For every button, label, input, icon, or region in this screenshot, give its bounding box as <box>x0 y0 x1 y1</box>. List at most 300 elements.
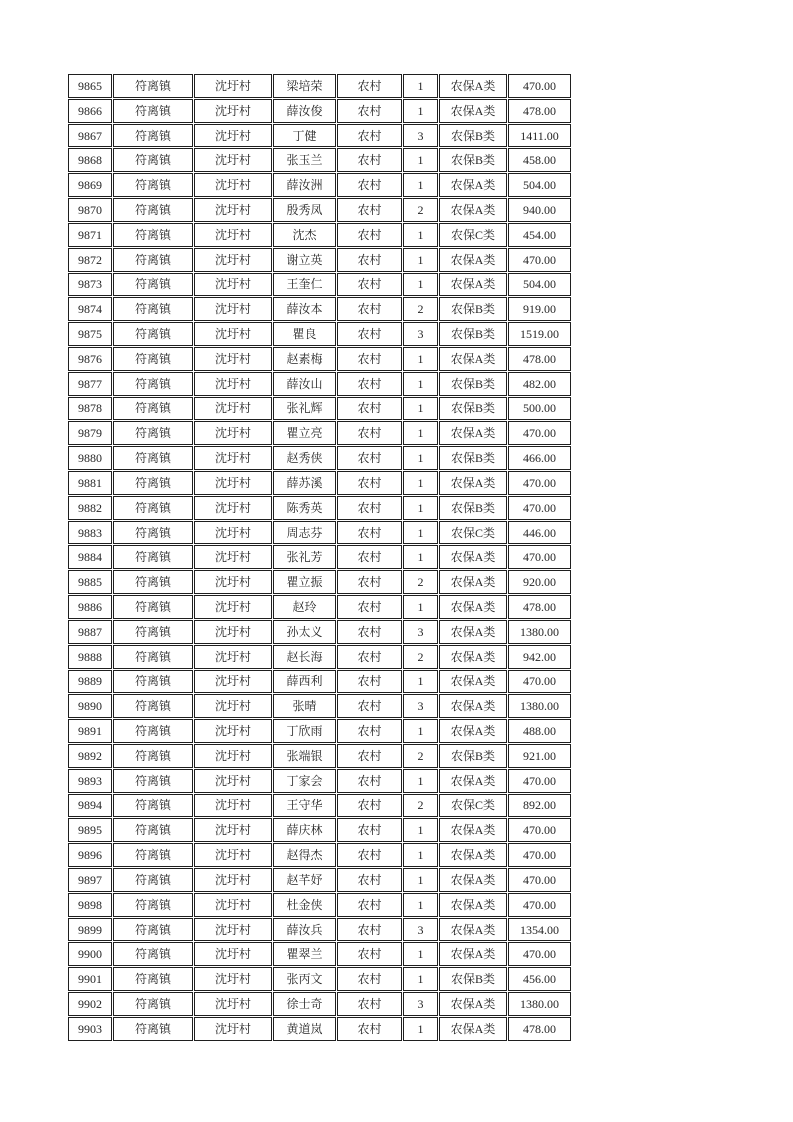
cell-person-count: 1 <box>403 670 438 694</box>
cell-category: 农村 <box>337 545 402 569</box>
cell-record-id: 9880 <box>68 446 112 470</box>
cell-category: 农村 <box>337 421 402 445</box>
cell-category: 农村 <box>337 173 402 197</box>
cell-town: 符离镇 <box>113 173 193 197</box>
cell-person-count: 1 <box>403 719 438 743</box>
cell-person-name: 丁欣雨 <box>273 719 336 743</box>
cell-person-count: 1 <box>403 421 438 445</box>
cell-village: 沈圩村 <box>194 992 272 1016</box>
cell-person-name: 张礼芳 <box>273 545 336 569</box>
cell-record-id: 9903 <box>68 1017 112 1041</box>
cell-insurance-type: 农保A类 <box>439 694 507 718</box>
cell-person-count: 1 <box>403 471 438 495</box>
cell-category: 农村 <box>337 868 402 892</box>
cell-record-id: 9897 <box>68 868 112 892</box>
cell-town: 符离镇 <box>113 570 193 594</box>
cell-person-name: 孙太义 <box>273 620 336 644</box>
cell-amount: 919.00 <box>508 297 571 321</box>
cell-town: 符离镇 <box>113 99 193 123</box>
cell-category: 农村 <box>337 322 402 346</box>
cell-person-name: 瞿翠兰 <box>273 942 336 966</box>
cell-town: 符离镇 <box>113 818 193 842</box>
cell-category: 农村 <box>337 99 402 123</box>
cell-record-id: 9871 <box>68 223 112 247</box>
cell-town: 符离镇 <box>113 769 193 793</box>
cell-amount: 466.00 <box>508 446 571 470</box>
cell-town: 符离镇 <box>113 446 193 470</box>
cell-person-count: 2 <box>403 794 438 818</box>
cell-insurance-type: 农保A类 <box>439 893 507 917</box>
cell-person-count: 3 <box>403 322 438 346</box>
table-row <box>68 843 571 867</box>
cell-record-id: 9902 <box>68 992 112 1016</box>
cell-insurance-type: 农保A类 <box>439 347 507 371</box>
cell-person-name: 薛汝洲 <box>273 173 336 197</box>
cell-category: 农村 <box>337 893 402 917</box>
table-row <box>68 148 571 172</box>
cell-person-name: 瞿立亮 <box>273 421 336 445</box>
table-row <box>68 670 571 694</box>
cell-person-count: 1 <box>403 99 438 123</box>
cell-town: 符离镇 <box>113 148 193 172</box>
cell-record-id: 9870 <box>68 198 112 222</box>
cell-insurance-type: 农保A类 <box>439 471 507 495</box>
table-row <box>68 545 571 569</box>
cell-insurance-type: 农保B类 <box>439 322 507 346</box>
cell-category: 农村 <box>337 694 402 718</box>
cell-person-name: 薛苏溪 <box>273 471 336 495</box>
cell-insurance-type: 农保A类 <box>439 421 507 445</box>
cell-person-count: 1 <box>403 893 438 917</box>
cell-person-name: 徐士奇 <box>273 992 336 1016</box>
cell-village: 沈圩村 <box>194 322 272 346</box>
cell-category: 农村 <box>337 471 402 495</box>
cell-town: 符离镇 <box>113 694 193 718</box>
cell-record-id: 9878 <box>68 397 112 421</box>
cell-insurance-type: 农保A类 <box>439 719 507 743</box>
cell-village: 沈圩村 <box>194 347 272 371</box>
table-row <box>68 818 571 842</box>
cell-village: 沈圩村 <box>194 496 272 520</box>
cell-record-id: 9865 <box>68 74 112 98</box>
cell-record-id: 9882 <box>68 496 112 520</box>
cell-insurance-type: 农保A类 <box>439 843 507 867</box>
cell-person-name: 赵长海 <box>273 645 336 669</box>
cell-village: 沈圩村 <box>194 397 272 421</box>
cell-town: 符离镇 <box>113 868 193 892</box>
cell-person-count: 1 <box>403 521 438 545</box>
cell-village: 沈圩村 <box>194 99 272 123</box>
cell-town: 符离镇 <box>113 248 193 272</box>
cell-town: 符离镇 <box>113 942 193 966</box>
records-table-body <box>68 74 571 1041</box>
cell-record-id: 9894 <box>68 794 112 818</box>
cell-village: 沈圩村 <box>194 148 272 172</box>
cell-village: 沈圩村 <box>194 74 272 98</box>
cell-category: 农村 <box>337 719 402 743</box>
cell-person-name: 薛西利 <box>273 670 336 694</box>
cell-category: 农村 <box>337 967 402 991</box>
cell-town: 符离镇 <box>113 198 193 222</box>
cell-record-id: 9890 <box>68 694 112 718</box>
table-row <box>68 124 571 148</box>
cell-insurance-type: 农保B类 <box>439 967 507 991</box>
cell-record-id: 9900 <box>68 942 112 966</box>
table-row <box>68 273 571 297</box>
cell-village: 沈圩村 <box>194 273 272 297</box>
cell-town: 符离镇 <box>113 992 193 1016</box>
table-row <box>68 521 571 545</box>
cell-amount: 470.00 <box>508 893 571 917</box>
cell-town: 符离镇 <box>113 967 193 991</box>
cell-insurance-type: 农保B类 <box>439 124 507 148</box>
cell-amount: 446.00 <box>508 521 571 545</box>
cell-person-count: 3 <box>403 694 438 718</box>
cell-insurance-type: 农保A类 <box>439 570 507 594</box>
cell-category: 农村 <box>337 496 402 520</box>
cell-town: 符离镇 <box>113 297 193 321</box>
cell-amount: 470.00 <box>508 248 571 272</box>
cell-village: 沈圩村 <box>194 769 272 793</box>
cell-category: 农村 <box>337 942 402 966</box>
cell-person-name: 杜金侠 <box>273 893 336 917</box>
cell-village: 沈圩村 <box>194 471 272 495</box>
cell-person-count: 1 <box>403 148 438 172</box>
cell-person-name: 丁家会 <box>273 769 336 793</box>
cell-person-name: 梁培荣 <box>273 74 336 98</box>
cell-amount: 478.00 <box>508 347 571 371</box>
cell-person-name: 张晴 <box>273 694 336 718</box>
cell-insurance-type: 农保A类 <box>439 99 507 123</box>
cell-village: 沈圩村 <box>194 918 272 942</box>
cell-insurance-type: 农保A类 <box>439 942 507 966</box>
cell-insurance-type: 农保A类 <box>439 670 507 694</box>
cell-village: 沈圩村 <box>194 942 272 966</box>
cell-person-name: 赵玲 <box>273 595 336 619</box>
cell-record-id: 9866 <box>68 99 112 123</box>
cell-category: 农村 <box>337 273 402 297</box>
cell-insurance-type: 农保B类 <box>439 372 507 396</box>
cell-village: 沈圩村 <box>194 694 272 718</box>
cell-person-name: 薛庆林 <box>273 818 336 842</box>
table-row <box>68 496 571 520</box>
table-row <box>68 967 571 991</box>
cell-person-name: 张玉兰 <box>273 148 336 172</box>
table-row <box>68 297 571 321</box>
cell-amount: 478.00 <box>508 595 571 619</box>
cell-amount: 1519.00 <box>508 322 571 346</box>
cell-category: 农村 <box>337 843 402 867</box>
cell-person-count: 1 <box>403 496 438 520</box>
cell-category: 农村 <box>337 148 402 172</box>
cell-amount: 470.00 <box>508 74 571 98</box>
cell-category: 农村 <box>337 918 402 942</box>
cell-amount: 456.00 <box>508 967 571 991</box>
cell-amount: 940.00 <box>508 198 571 222</box>
cell-insurance-type: 农保A类 <box>439 645 507 669</box>
table-row <box>68 74 571 98</box>
cell-record-id: 9893 <box>68 769 112 793</box>
cell-person-name: 薛汝本 <box>273 297 336 321</box>
cell-town: 符离镇 <box>113 719 193 743</box>
cell-record-id: 9877 <box>68 372 112 396</box>
cell-amount: 1380.00 <box>508 694 571 718</box>
cell-amount: 488.00 <box>508 719 571 743</box>
cell-town: 符离镇 <box>113 794 193 818</box>
table-row <box>68 992 571 1016</box>
cell-amount: 470.00 <box>508 843 571 867</box>
cell-record-id: 9874 <box>68 297 112 321</box>
cell-person-count: 1 <box>403 446 438 470</box>
cell-record-id: 9888 <box>68 645 112 669</box>
cell-insurance-type: 农保B类 <box>439 496 507 520</box>
cell-village: 沈圩村 <box>194 868 272 892</box>
cell-town: 符离镇 <box>113 421 193 445</box>
cell-town: 符离镇 <box>113 124 193 148</box>
cell-village: 沈圩村 <box>194 124 272 148</box>
cell-insurance-type: 农保C类 <box>439 794 507 818</box>
cell-village: 沈圩村 <box>194 446 272 470</box>
table-row <box>68 620 571 644</box>
table-row <box>68 421 571 445</box>
cell-village: 沈圩村 <box>194 372 272 396</box>
cell-record-id: 9891 <box>68 719 112 743</box>
cell-amount: 470.00 <box>508 545 571 569</box>
cell-category: 农村 <box>337 670 402 694</box>
cell-village: 沈圩村 <box>194 248 272 272</box>
cell-category: 农村 <box>337 372 402 396</box>
cell-amount: 1380.00 <box>508 620 571 644</box>
cell-town: 符离镇 <box>113 397 193 421</box>
cell-person-name: 赵芊妤 <box>273 868 336 892</box>
cell-person-count: 1 <box>403 1017 438 1041</box>
cell-person-name: 薛汝俊 <box>273 99 336 123</box>
cell-person-name: 丁健 <box>273 124 336 148</box>
table-row <box>68 397 571 421</box>
cell-category: 农村 <box>337 744 402 768</box>
cell-person-name: 赵素梅 <box>273 347 336 371</box>
cell-person-count: 2 <box>403 645 438 669</box>
table-row <box>68 471 571 495</box>
cell-town: 符离镇 <box>113 670 193 694</box>
cell-person-name: 王守华 <box>273 794 336 818</box>
cell-amount: 470.00 <box>508 496 571 520</box>
cell-person-name: 黄道岚 <box>273 1017 336 1041</box>
cell-person-name: 殷秀凤 <box>273 198 336 222</box>
cell-category: 农村 <box>337 570 402 594</box>
table-row <box>68 868 571 892</box>
table-row <box>68 570 571 594</box>
cell-record-id: 9869 <box>68 173 112 197</box>
cell-record-id: 9867 <box>68 124 112 148</box>
cell-category: 农村 <box>337 198 402 222</box>
table-row <box>68 942 571 966</box>
cell-category: 农村 <box>337 74 402 98</box>
cell-record-id: 9892 <box>68 744 112 768</box>
cell-person-count: 1 <box>403 173 438 197</box>
cell-person-name: 赵得杰 <box>273 843 336 867</box>
cell-person-name: 薛汝兵 <box>273 918 336 942</box>
cell-category: 农村 <box>337 521 402 545</box>
cell-insurance-type: 农保A类 <box>439 1017 507 1041</box>
cell-insurance-type: 农保C类 <box>439 223 507 247</box>
cell-insurance-type: 农保B类 <box>439 148 507 172</box>
cell-person-count: 3 <box>403 918 438 942</box>
table-row <box>68 446 571 470</box>
cell-record-id: 9881 <box>68 471 112 495</box>
cell-record-id: 9868 <box>68 148 112 172</box>
cell-person-count: 1 <box>403 248 438 272</box>
cell-category: 农村 <box>337 1017 402 1041</box>
cell-village: 沈圩村 <box>194 744 272 768</box>
cell-insurance-type: 农保B类 <box>439 446 507 470</box>
cell-town: 符离镇 <box>113 545 193 569</box>
cell-category: 农村 <box>337 794 402 818</box>
cell-amount: 478.00 <box>508 99 571 123</box>
cell-record-id: 9898 <box>68 893 112 917</box>
cell-category: 农村 <box>337 446 402 470</box>
cell-town: 符离镇 <box>113 471 193 495</box>
cell-person-count: 2 <box>403 297 438 321</box>
cell-amount: 921.00 <box>508 744 571 768</box>
cell-record-id: 9872 <box>68 248 112 272</box>
cell-village: 沈圩村 <box>194 670 272 694</box>
table-row <box>68 645 571 669</box>
cell-amount: 470.00 <box>508 471 571 495</box>
cell-town: 符离镇 <box>113 744 193 768</box>
cell-amount: 1380.00 <box>508 992 571 1016</box>
cell-insurance-type: 农保A类 <box>439 868 507 892</box>
cell-person-name: 瞿立振 <box>273 570 336 594</box>
cell-person-name: 张丙文 <box>273 967 336 991</box>
cell-village: 沈圩村 <box>194 421 272 445</box>
cell-person-name: 张端银 <box>273 744 336 768</box>
table-row <box>68 893 571 917</box>
cell-amount: 470.00 <box>508 421 571 445</box>
cell-record-id: 9896 <box>68 843 112 867</box>
cell-amount: 892.00 <box>508 794 571 818</box>
cell-insurance-type: 农保A类 <box>439 818 507 842</box>
cell-person-count: 1 <box>403 595 438 619</box>
cell-person-count: 1 <box>403 397 438 421</box>
cell-person-count: 2 <box>403 570 438 594</box>
cell-amount: 470.00 <box>508 818 571 842</box>
table-row <box>68 223 571 247</box>
cell-person-count: 1 <box>403 843 438 867</box>
cell-amount: 1354.00 <box>508 918 571 942</box>
cell-village: 沈圩村 <box>194 967 272 991</box>
cell-record-id: 9886 <box>68 595 112 619</box>
cell-person-count: 1 <box>403 942 438 966</box>
table-row <box>68 322 571 346</box>
cell-village: 沈圩村 <box>194 794 272 818</box>
table-row <box>68 719 571 743</box>
cell-village: 沈圩村 <box>194 645 272 669</box>
cell-person-name: 赵秀侠 <box>273 446 336 470</box>
cell-record-id: 9887 <box>68 620 112 644</box>
cell-person-count: 3 <box>403 124 438 148</box>
cell-village: 沈圩村 <box>194 843 272 867</box>
cell-record-id: 9895 <box>68 818 112 842</box>
cell-amount: 458.00 <box>508 148 571 172</box>
cell-town: 符离镇 <box>113 74 193 98</box>
cell-record-id: 9899 <box>68 918 112 942</box>
table-row <box>68 347 571 371</box>
cell-village: 沈圩村 <box>194 1017 272 1041</box>
records-table <box>67 73 572 1042</box>
cell-person-count: 2 <box>403 198 438 222</box>
cell-village: 沈圩村 <box>194 570 272 594</box>
cell-amount: 470.00 <box>508 769 571 793</box>
table-row <box>68 372 571 396</box>
cell-town: 符离镇 <box>113 223 193 247</box>
cell-person-name: 瞿良 <box>273 322 336 346</box>
cell-insurance-type: 农保B类 <box>439 297 507 321</box>
cell-insurance-type: 农保A类 <box>439 545 507 569</box>
cell-insurance-type: 农保A类 <box>439 248 507 272</box>
cell-category: 农村 <box>337 223 402 247</box>
cell-person-count: 1 <box>403 74 438 98</box>
cell-person-count: 1 <box>403 372 438 396</box>
cell-village: 沈圩村 <box>194 223 272 247</box>
cell-person-name: 沈杰 <box>273 223 336 247</box>
cell-village: 沈圩村 <box>194 893 272 917</box>
cell-person-name: 谢立英 <box>273 248 336 272</box>
cell-amount: 500.00 <box>508 397 571 421</box>
cell-amount: 1411.00 <box>508 124 571 148</box>
cell-insurance-type: 农保A类 <box>439 273 507 297</box>
cell-record-id: 9884 <box>68 545 112 569</box>
cell-village: 沈圩村 <box>194 818 272 842</box>
cell-amount: 920.00 <box>508 570 571 594</box>
cell-amount: 470.00 <box>508 670 571 694</box>
cell-person-count: 1 <box>403 223 438 247</box>
cell-town: 符离镇 <box>113 620 193 644</box>
table-row <box>68 99 571 123</box>
table-row <box>68 694 571 718</box>
cell-amount: 504.00 <box>508 173 571 197</box>
cell-person-count: 1 <box>403 818 438 842</box>
cell-insurance-type: 农保A类 <box>439 595 507 619</box>
cell-town: 符离镇 <box>113 372 193 396</box>
cell-record-id: 9879 <box>68 421 112 445</box>
cell-village: 沈圩村 <box>194 297 272 321</box>
cell-town: 符离镇 <box>113 843 193 867</box>
cell-amount: 470.00 <box>508 942 571 966</box>
cell-amount: 482.00 <box>508 372 571 396</box>
cell-insurance-type: 农保A类 <box>439 620 507 644</box>
cell-village: 沈圩村 <box>194 521 272 545</box>
table-row <box>68 1017 571 1041</box>
table-row <box>68 173 571 197</box>
cell-insurance-type: 农保B类 <box>439 744 507 768</box>
cell-insurance-type: 农保A类 <box>439 918 507 942</box>
cell-person-name: 张礼辉 <box>273 397 336 421</box>
cell-town: 符离镇 <box>113 645 193 669</box>
cell-town: 符离镇 <box>113 273 193 297</box>
cell-town: 符离镇 <box>113 918 193 942</box>
cell-insurance-type: 农保A类 <box>439 198 507 222</box>
table-row <box>68 794 571 818</box>
cell-town: 符离镇 <box>113 893 193 917</box>
cell-amount: 942.00 <box>508 645 571 669</box>
cell-category: 农村 <box>337 769 402 793</box>
cell-insurance-type: 农保A类 <box>439 992 507 1016</box>
cell-category: 农村 <box>337 347 402 371</box>
cell-amount: 470.00 <box>508 868 571 892</box>
cell-insurance-type: 农保A类 <box>439 74 507 98</box>
cell-category: 农村 <box>337 124 402 148</box>
